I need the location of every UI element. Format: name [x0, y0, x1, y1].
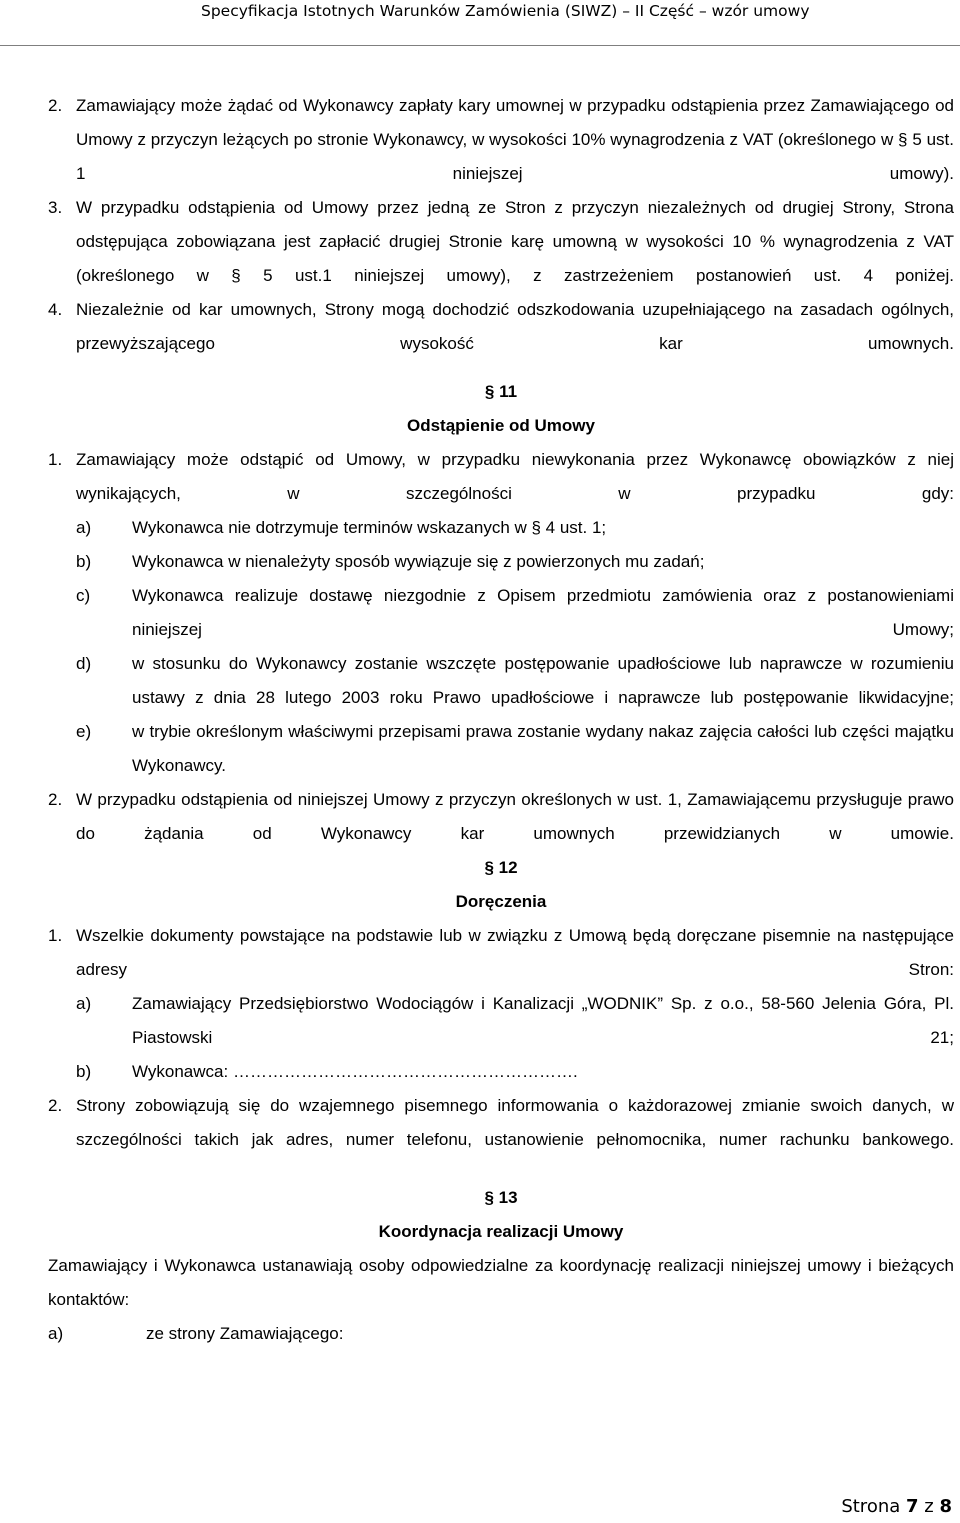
list-item-b: [76, 1055, 954, 1089]
footer-of: z: [924, 1496, 934, 1517]
header-divider: [0, 45, 960, 46]
list-item-label: d): [76, 654, 92, 673]
paragraph-number: 1.: [48, 926, 63, 945]
list-item-label: a): [48, 1324, 64, 1343]
list-item-label: c): [76, 586, 91, 605]
paragraph-text: Wszelkie dokumenty powstające na podstawie lub w związku z Umową będą doręczane pisemnie na następujące adresy Stron:: [76, 926, 954, 979]
paragraph-text: W przypadku odstąpienia od Umowy przez jedną ze Stron z przyczyn niezależnych od drugiej Strony, Strona odstępująca zobowiązana jest zapłacić drugiej Stronie karę umowną w wysokości 10 % wynagrodzenia z VAT (określonego w § 5 ust.1 niniejszej umowy), z zastrzeżeniem postanowień ust. 4 poniżej.: [76, 198, 954, 285]
list-item-text: Wykonawca nie dotrzymuje terminów wskazanych w § 4 ust. 1;: [132, 518, 607, 537]
paragraph-11-1: [48, 443, 954, 783]
list-item-text: ze strony Zamawiającego:: [146, 1324, 344, 1343]
list-item-a: [76, 987, 954, 1055]
list-item-text: w trybie określonym właściwymi przepisami prawa zostanie wydany nakaz zajęcia całości lub części majątku Wykonawcy.: [132, 722, 954, 775]
paragraph-number: 2.: [48, 96, 63, 115]
paragraph-12-2: [48, 1089, 954, 1157]
paragraph-text: Strony zobowiązują się do wzajemnego pisemnego informowania o każdorazowej zmianie swoich danych, w szczególności takich jak adres, numer telefonu, ustanowienie pełnomocnika, numer rachunku bankowego.: [76, 1096, 954, 1149]
paragraph-12-1: [48, 919, 954, 1089]
paragraph-number: 4.: [48, 300, 63, 319]
paragraph-number: 3.: [48, 198, 63, 217]
section-11-title: Odstąpienie od Umowy: [407, 416, 595, 435]
paragraph-number: 2.: [48, 790, 63, 809]
footer-prefix: Strona: [841, 1496, 901, 1517]
current-page-number: 7: [906, 1496, 919, 1517]
list-item-c: [76, 579, 954, 647]
paragraph-10-4: [48, 293, 954, 361]
page-header: [0, 0, 960, 46]
total-page-count: 8: [939, 1496, 952, 1517]
list-item-text: w stosunku do Wykonawcy zostanie wszczęte postępowanie upadłościowe lub naprawcze w rozumieniu ustawy z dnia 28 lutego 2003 roku Prawo upadłościowe i naprawcze lub postępowanie likwidacyjne;: [132, 654, 954, 707]
list-item-label: a): [76, 518, 92, 537]
paragraph-text: Zamawiający może odstąpić od Umowy, w przypadku niewykonania przez Wykonawcę obowiązków z niej wynikających, w szczególności w przypadku gdy:: [76, 450, 954, 503]
section-13-number: § 13: [484, 1188, 518, 1207]
list-item-e: [76, 715, 954, 783]
list-item-d: [76, 647, 954, 715]
paragraph-number: 1.: [48, 450, 63, 469]
document-body: [48, 89, 954, 1351]
list-item-a: [76, 511, 954, 545]
list-item-text: Wykonawca realizuje dostawę niezgodnie z Opisem przedmiotu zamówienia oraz z postanowieniami niniejszej Umowy;: [132, 586, 954, 639]
list-item-label: b): [76, 1062, 92, 1081]
list-item-text: Zamawiający Przedsiębiorstwo Wodociągów i Kanalizacji „WODNIK” Sp. z o.o., 58-560 Jelenia Góra, Pl. Piastowski 21;: [132, 994, 954, 1047]
paragraph-text: Zamawiający może żądać od Wykonawcy zapłaty kary umownej w przypadku odstąpienia przez Zamawiającego od Umowy z przyczyn leżących po stronie Wykonawcy, w wysokości 10% wynagrodzenia z VAT (określonego w § 5 ust. 1 niniejszej umowy).: [76, 96, 954, 183]
list-item-b: [76, 545, 954, 579]
page-footer: [841, 1496, 952, 1517]
paragraph-10-3: [48, 191, 954, 293]
list-item-label: e): [76, 722, 92, 741]
paragraph-11-2: [48, 783, 954, 851]
list-item-a: [48, 1317, 954, 1351]
paragraph-text: Niezależnie od kar umownych, Strony mogą dochodzić odszkodowania uzupełniającego na zasadach ogólnych, przewyższającego wysokość kar umownych.: [76, 300, 954, 353]
section-13-title: Koordynacja realizacji Umowy: [378, 1222, 624, 1241]
list-item-text: Wykonawca w nienależyty sposób wywiązuje się z powierzonych mu zadań;: [132, 552, 705, 571]
header-title: Specyfikacja Istotnych Warunków Zamówienia (SIWZ) – II Część – wzór umowy: [201, 2, 810, 20]
paragraph-12-1-content: [76, 919, 954, 1089]
section-12-number: § 12: [484, 858, 518, 877]
paragraph-13-intro: Zamawiający i Wykonawca ustanawiają osoby odpowiedzialne za koordynację realizacji niniejszej umowy i bieżących kontaktów:: [48, 1256, 954, 1309]
paragraph-11-1-content: [76, 443, 954, 783]
list-item-label: a): [76, 994, 92, 1013]
list-item-label: b): [76, 552, 92, 571]
paragraph-10-2: [48, 89, 954, 191]
section-11-number: § 11: [484, 382, 518, 401]
list-item-text: Wykonawca: …………………………………………………….: [132, 1062, 578, 1081]
paragraph-text: W przypadku odstąpienia od niniejszej Umowy z przyczyn określonych w ust. 1, Zamawiającemu przysługuje prawo do żądania od Wykonawcy kar umownych przewidzianych w umowie.: [76, 790, 954, 843]
paragraph-number: 2.: [48, 1096, 63, 1115]
section-12-title: Doręczenia: [455, 892, 547, 911]
